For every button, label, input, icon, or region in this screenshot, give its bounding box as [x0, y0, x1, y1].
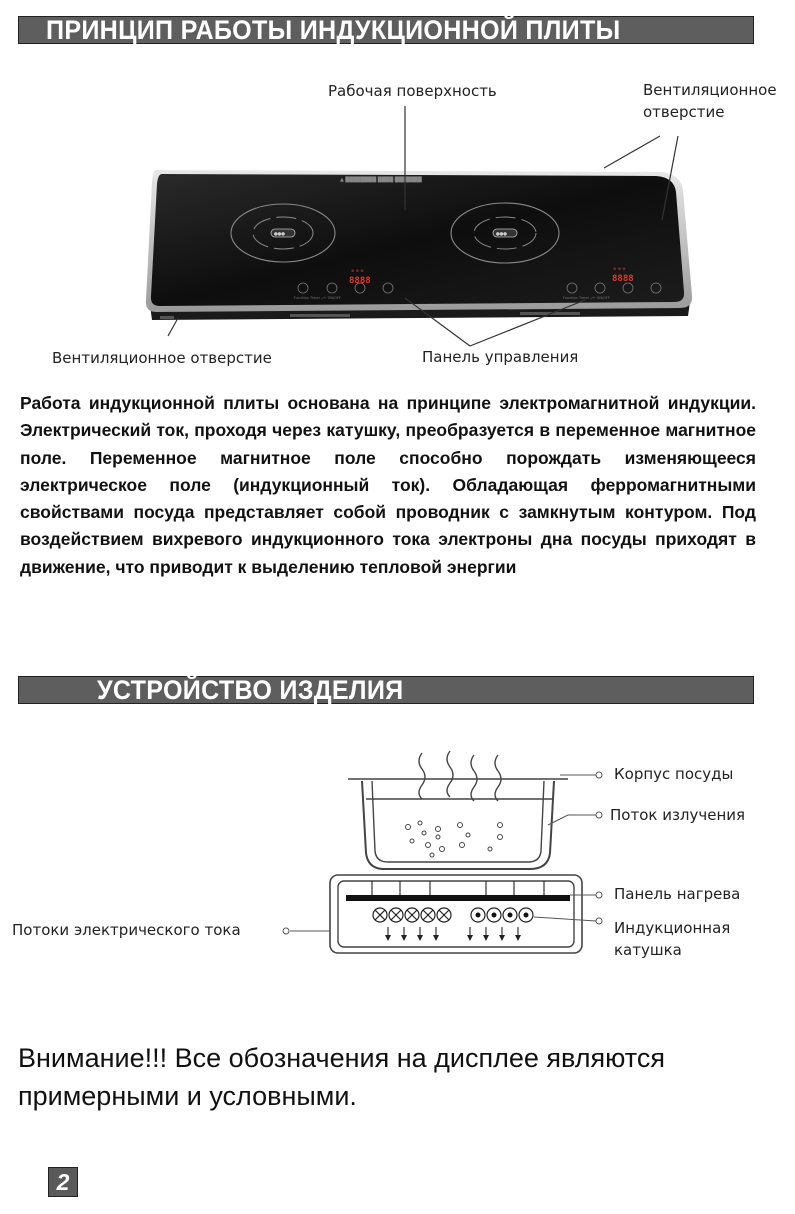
right-display: 8888 [612, 274, 634, 284]
page-number: 2 [48, 1167, 78, 1197]
steam-icon [419, 753, 425, 799]
svg-text:⊕ ⊕ ⊕: ⊕ ⊕ ⊕ [613, 266, 626, 271]
warning-line-2: примерными и условными. [18, 1081, 357, 1111]
label-electric-currents: Потоки электрического тока [12, 921, 241, 939]
label-vent-top-line2: отверстие [643, 103, 725, 121]
label-vent-top-line1: Вентиляционное [643, 81, 777, 99]
section-title-principle: ПРИНЦИП РАБОТЫ ИНДУКЦИОННОЙ ПЛИТЫ [46, 15, 621, 45]
heating-panel [346, 895, 570, 901]
warning-line-1: Внимание!!! Все обозначения на дисплее являются [18, 1043, 665, 1073]
label-coil-line2: катушка [614, 941, 682, 959]
glass-surface [151, 174, 684, 306]
svg-text:●●●: ●●● [496, 230, 507, 238]
label-work-surface: Рабочая поверхность [328, 82, 497, 100]
svg-text:●●●: ●●● [274, 230, 285, 238]
label-heating-panel: Панель нагрева [614, 885, 741, 903]
display-warning [18, 1039, 778, 1115]
label-radiation-flow: Поток излучения [610, 806, 746, 824]
cooktop-illustration [0, 70, 795, 380]
svg-text:Function Timer -/+ ON: Function Timer -/+ ON/OFF [294, 296, 341, 300]
left-display: 8888 [349, 276, 371, 286]
principle-paragraph: Работа индукционной плиты основана на принципе электромагнитной индукции. Электрический ток, проходя через катушку, преобразуется в переменное магнитное поле. Переменное магнитное поле способно порождать изменяющееся электрическое поле (индукционный ток). Обладающая ферромагнитными свойствами посуда представляет собой проводник с замкнутым контуром. Под воздействием вихревого индукционного тока электроны дна посуды приходят в движение, что приводит к выделению тепловой энергии [20, 393, 756, 577]
section-header-principle [18, 16, 754, 44]
label-control-panel: Панель управления [422, 348, 579, 366]
induction-diagram [0, 745, 795, 975]
svg-text:Function Timer -/+ ON: Function Timer -/+ ON/OFF [563, 296, 610, 300]
svg-text:▲ ████████ ████ ███████: ▲ ████████ ████ ███████ [340, 177, 422, 183]
label-coil-line1: Индукционная [614, 919, 731, 937]
section-title-device: УСТРОЙСТВО ИЗДЕЛИЯ [97, 675, 404, 705]
label-vent-bottom: Вентиляционное отверстие [52, 349, 272, 367]
section-header-device [18, 676, 754, 704]
svg-text:⊕ ⊕ ⊕: ⊕ ⊕ ⊕ [351, 268, 364, 273]
label-pot-body: Корпус посуды [614, 765, 734, 783]
